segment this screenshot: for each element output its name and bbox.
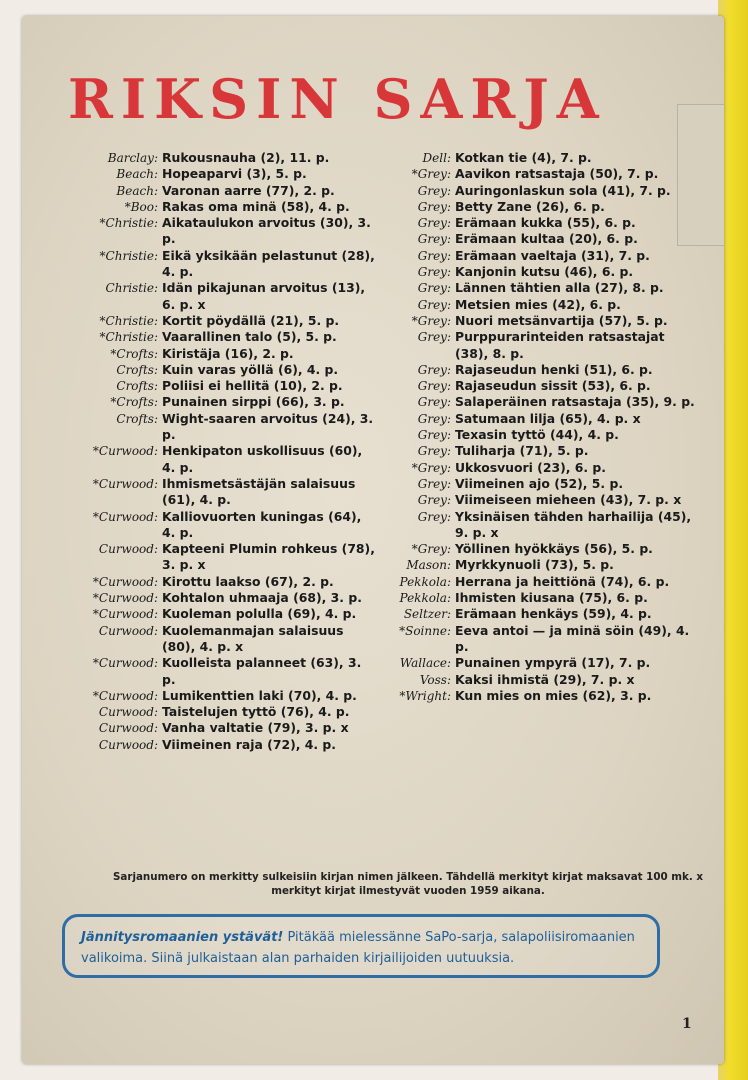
book-title: Kun mies on mies (62), 3. p. — [455, 687, 652, 703]
book-title: Texasin tyttö (44), 4. p. — [455, 427, 619, 443]
book-list-right — [385, 150, 701, 704]
book-author: *Wright: — [399, 688, 451, 703]
book-title: Purppurarinteiden ratsastajat (38), 8. p. — [455, 329, 665, 361]
book-title: Wight-saaren arvoitus (24), 3. p. — [162, 410, 374, 443]
book-entry — [72, 655, 376, 688]
book-author: Mason: — [406, 558, 451, 573]
book-entry — [385, 557, 701, 573]
promo-box — [62, 914, 660, 978]
book-author: *Crofts: — [110, 395, 158, 410]
book-title: Ihmismetsästäjän salaisuus (61), 4. p. — [162, 475, 356, 508]
book-author: Curwood: — [98, 623, 158, 638]
book-entry — [72, 394, 376, 410]
book-entry — [72, 574, 376, 590]
book-entry — [72, 720, 376, 736]
book-title: Salaperäinen ratsastaja (35), 9. p. — [455, 394, 695, 410]
book-title: Ihmisten kiusana (75), 6. p. — [455, 590, 648, 606]
book-author: Beach: — [116, 183, 158, 198]
book-entry — [72, 199, 376, 215]
book-author: Christie: — [105, 281, 158, 296]
book-title: Kohtalon uhmaaja (68), 3. p. — [162, 590, 362, 606]
book-author: Crofts: — [116, 411, 158, 426]
book-entry — [385, 590, 701, 606]
book-entry — [385, 623, 701, 656]
book-author: Grey: — [417, 509, 451, 524]
book-author: Grey: — [417, 411, 451, 426]
book-title: Nuori metsänvartija (57), 5. p. — [455, 312, 668, 328]
book-title: Kapteeni Plumin rohkeus (78), 3. p. x — [162, 541, 375, 573]
book-entry — [385, 688, 701, 704]
book-title: Metsien mies (42), 6. p. — [455, 296, 621, 312]
book-title: Vanha valtatie (79), 3. p. x — [162, 720, 349, 736]
book-title: Yksinäisen tähden harhailija (45), 9. p. x — [455, 508, 692, 540]
book-entry — [385, 460, 701, 476]
book-title: Henkipaton uskollisuus (60), 4. p. — [162, 443, 363, 475]
book-entry — [385, 248, 701, 264]
book-author: Grey: — [417, 428, 451, 443]
book-entry — [72, 215, 376, 248]
book-author: Grey: — [417, 330, 451, 345]
book-title: Idän pikajunan arvoitus (13), 6. p. x — [162, 280, 366, 312]
book-author: Pekkola: — [399, 591, 451, 606]
book-entry — [385, 541, 701, 557]
book-entry — [385, 280, 701, 296]
book-entry — [72, 248, 376, 281]
book-author: Voss: — [419, 672, 451, 687]
book-title: Viimeinen ajo (52), 5. p. — [455, 475, 624, 491]
book-entry — [72, 737, 376, 753]
book-entry — [72, 623, 376, 656]
book-entry — [72, 443, 376, 476]
book-title: Kuoleman polulla (69), 4. p. — [162, 606, 357, 622]
book-entry — [385, 329, 701, 362]
book-back-cover — [22, 16, 724, 1064]
book-title: Punainen sirppi (66), 3. p. — [162, 394, 345, 410]
book-title: Aikataulukon arvoitus (30), 3. p. — [162, 215, 371, 247]
book-author: Pekkola: — [399, 574, 451, 589]
footnote: Sarjanumero on merkitty sulkeisiin kirjan nimen jälkeen. Tähdellä merkityt kirjat maksavat 100 mk. x merkityt kirjat ilmestyvät vuoden 1959 aikana. — [113, 871, 703, 897]
book-author: Grey: — [417, 248, 451, 263]
book-entry — [385, 183, 701, 199]
book-author: *Curwood: — [92, 476, 158, 491]
book-title: Eikä yksikään pelastunut (28), 4. p. — [162, 247, 375, 280]
book-title: Kanjonin kutsu (46), 6. p. — [455, 264, 634, 280]
book-author: Grey: — [417, 297, 451, 312]
book-author: *Curwood: — [92, 656, 158, 671]
book-entry — [385, 231, 701, 247]
book-entry — [72, 166, 376, 182]
book-author: Beach: — [116, 167, 158, 182]
book-author: Curwood: — [98, 705, 158, 720]
book-title: Kuin varas yöllä (6), 4. p. — [162, 361, 339, 377]
book-title: Lumikenttien laki (70), 4. p. — [162, 687, 357, 703]
book-entry — [385, 672, 701, 688]
book-title: Rukousnauha (2), 11. p. — [162, 150, 330, 165]
book-title: Erämaan henkäys (59), 4. p. — [455, 606, 652, 622]
book-title: Kiristäja (16), 2. p. — [162, 345, 294, 361]
book-author: Grey: — [417, 476, 451, 491]
book-author: *Boo: — [124, 199, 158, 214]
book-author: Grey: — [417, 379, 451, 394]
book-entry — [72, 590, 376, 606]
book-entry — [385, 199, 701, 215]
book-author: *Crofts: — [110, 346, 158, 361]
book-author: Grey: — [417, 265, 451, 280]
book-title: Punainen ympyrä (17), 7. p. — [455, 655, 651, 671]
book-author: *Curwood: — [92, 574, 158, 589]
book-author: Wallace: — [399, 656, 451, 671]
book-entry — [72, 280, 376, 313]
book-title: Myrkkynuoli (73), 5. p. — [455, 557, 614, 573]
book-entry — [72, 541, 376, 574]
book-title: Eeva antoi — ja minä söin (49), 4. p. — [455, 622, 690, 654]
book-title: Satumaan lilja (65), 4. p. x — [455, 410, 641, 426]
book-author: *Christie: — [99, 313, 158, 328]
book-entry — [385, 297, 701, 313]
series-title: RIKSIN SARJA — [68, 67, 607, 131]
book-entry — [385, 394, 701, 410]
book-author: Seltzer: — [403, 607, 451, 622]
book-title: Varonan aarre (77), 2. p. — [162, 182, 335, 198]
book-title: Yöllinen hyökkäys (56), 5. p. — [455, 541, 653, 557]
book-author: Crofts: — [116, 379, 158, 394]
book-author: Curwood: — [98, 542, 158, 557]
book-author: Curwood: — [98, 721, 158, 736]
book-title: Hopeaparvi (3), 5. p. — [162, 166, 307, 182]
book-author: Grey: — [417, 216, 451, 231]
page-number: 1 — [682, 1016, 692, 1032]
book-author: *Curwood: — [92, 591, 158, 606]
book-entry — [385, 362, 701, 378]
promo-lead: Jännitysromaanien ystävät! — [81, 930, 284, 945]
book-author: *Soinne: — [399, 623, 451, 638]
book-author: *Curwood: — [92, 444, 158, 459]
book-author: *Curwood: — [92, 607, 158, 622]
book-list-left — [72, 150, 376, 753]
book-title: Viimeinen raja (72), 4. p. — [162, 736, 336, 752]
book-author: Grey: — [417, 199, 451, 214]
book-title: Rajaseudun henki (51), 6. p. — [455, 361, 653, 377]
book-entry — [72, 150, 376, 166]
book-entry — [72, 704, 376, 720]
book-title: Kotkan tie (4), 7. p. — [455, 150, 592, 165]
book-entry — [72, 313, 376, 329]
book-author: Grey: — [417, 183, 451, 198]
book-author: Grey: — [417, 232, 451, 247]
book-entry — [385, 509, 701, 542]
book-entry — [72, 378, 376, 394]
book-author: Grey: — [417, 395, 451, 410]
book-title: Rajaseudun sissit (53), 6. p. — [455, 378, 651, 394]
book-entry — [72, 688, 376, 704]
book-author: *Grey: — [411, 460, 451, 475]
book-author: *Christie: — [99, 216, 158, 231]
book-author: *Christie: — [99, 330, 158, 345]
book-title: Tuliharja (71), 5. p. — [455, 443, 589, 459]
book-entry — [72, 509, 376, 542]
book-author: *Curwood: — [92, 688, 158, 703]
book-title: Kuolemanmajan salaisuus (80), 4. p. x — [162, 622, 344, 654]
book-entry — [385, 655, 701, 671]
book-entry — [385, 443, 701, 459]
book-author: Grey: — [417, 281, 451, 296]
book-entry — [72, 606, 376, 622]
book-author: Grey: — [417, 362, 451, 377]
book-author: Barclay: — [107, 151, 158, 165]
book-title: Taistelujen tyttö (76), 4. p. — [162, 704, 350, 720]
book-title: Kortit pöydällä (21), 5. p. — [162, 312, 340, 328]
book-title: Kalliovuorten kuningas (64), 4. p. — [162, 508, 362, 540]
book-title: Ukkosvuori (23), 6. p. — [455, 459, 606, 475]
book-author: Dell: — [422, 151, 451, 165]
book-title: Erämaan vaeltaja (31), 7. p. — [455, 247, 650, 263]
book-entry — [385, 150, 701, 166]
book-entry — [385, 476, 701, 492]
book-title: Rakas oma minä (58), 4. p. — [162, 198, 350, 214]
book-entry — [72, 329, 376, 345]
book-title: Aavikon ratsastaja (50), 7. p. — [455, 166, 659, 182]
book-author: *Grey: — [411, 167, 451, 182]
book-entry — [72, 183, 376, 199]
book-entry — [385, 411, 701, 427]
book-author: *Curwood: — [92, 509, 158, 524]
book-title: Poliisi ei hellitä (10), 2. p. — [162, 378, 343, 394]
book-entry — [385, 264, 701, 280]
book-entry — [72, 476, 376, 509]
book-title: Erämaan kultaa (20), 6. p. — [455, 231, 638, 247]
book-title: Vaarallinen talo (5), 5. p. — [162, 329, 337, 345]
book-author: Grey: — [417, 493, 451, 508]
book-entry — [385, 378, 701, 394]
book-entry — [385, 492, 701, 508]
promo-text: Pitäkää mielessänne SaPo-sarja, salapoliisiromaanien valikoima. Siinä julkaistaan alan parhaiden kirjailijoiden uutuuksia. — [81, 930, 635, 966]
book-entry — [385, 574, 701, 590]
book-title: Betty Zane (26), 6. p. — [455, 198, 605, 214]
book-title: Herrana ja heittiönä (74), 6. p. — [455, 573, 670, 589]
book-entry — [385, 427, 701, 443]
book-title: Lännen tähtien alla (27), 8. p. — [455, 280, 664, 296]
book-author: Crofts: — [116, 362, 158, 377]
book-author: Curwood: — [98, 737, 158, 752]
book-title: Kirottu laakso (67), 2. p. — [162, 573, 334, 589]
book-author: Grey: — [417, 444, 451, 459]
book-title: Kaksi ihmistä (29), 7. p. x — [455, 671, 635, 687]
book-entry — [72, 362, 376, 378]
book-author: *Grey: — [411, 313, 451, 328]
book-entry — [385, 166, 701, 182]
book-entry — [72, 346, 376, 362]
book-title: Erämaan kukka (55), 6. p. — [455, 215, 636, 231]
book-title: Kuolleista palanneet (63), 3. p. — [162, 655, 362, 687]
book-entry — [385, 215, 701, 231]
book-entry — [72, 411, 376, 444]
book-author: *Christie: — [99, 248, 158, 263]
book-title: Auringonlaskun sola (41), 7. p. — [455, 182, 671, 198]
book-title: Viimeiseen mieheen (43), 7. p. x — [455, 492, 682, 508]
book-entry — [385, 313, 701, 329]
book-entry — [385, 606, 701, 622]
book-author: *Grey: — [411, 542, 451, 557]
